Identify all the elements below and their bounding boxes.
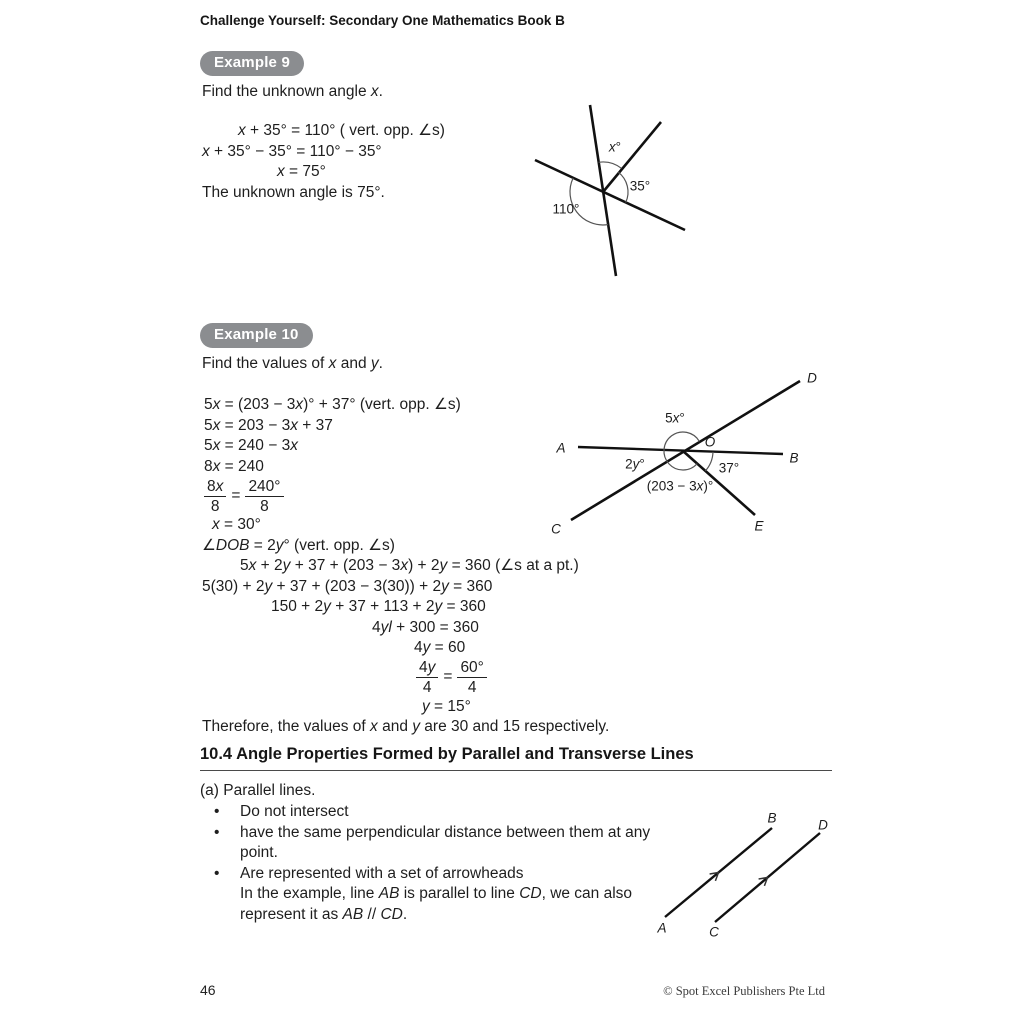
equation-line: 5x = 203 − 3x + 37 bbox=[204, 416, 333, 434]
fraction-denominator: 8 bbox=[260, 497, 269, 515]
fraction bbox=[457, 659, 486, 696]
page-number: 46 bbox=[200, 982, 216, 998]
parallel-lines-svg bbox=[648, 803, 843, 948]
equation-line: 4yl + 300 = 360 bbox=[372, 618, 479, 636]
angle-label-37: 37° bbox=[718, 460, 740, 476]
line-transversal bbox=[535, 160, 685, 230]
example9-badge: Example 9 bbox=[200, 51, 304, 76]
fraction-denominator: 4 bbox=[467, 679, 477, 696]
equation-line: x + 35° − 35° = 110° − 35° bbox=[202, 142, 382, 160]
parallel-note: In the example, line AB is parallel to line CD, we can also represent it as AB // CD. bbox=[240, 885, 633, 923]
fraction bbox=[245, 478, 283, 515]
copyright-notice: © Spot Excel Publishers Pte Ltd bbox=[663, 984, 825, 998]
equation-line: x + 35° = 110° ( vert. opp. ∠s) bbox=[238, 122, 445, 139]
fraction bbox=[416, 659, 438, 696]
bullet-item bbox=[200, 864, 670, 885]
angle-label-203-minus-3x: (203 − 3x)° bbox=[646, 478, 714, 494]
parallel-lines-bullets bbox=[200, 802, 670, 925]
example10-badge-wrap bbox=[200, 323, 313, 348]
example9-answer: The unknown angle is 75°. bbox=[202, 183, 385, 201]
equation-line: 5x = 240 − 3x bbox=[204, 437, 298, 454]
equals-sign: = bbox=[443, 668, 453, 686]
point-label-A: A bbox=[556, 440, 566, 456]
angle-arc-x bbox=[599, 162, 622, 168]
example10-conclusion: Therefore, the values of x and y are 30 and 15 respectively. bbox=[202, 718, 610, 735]
point-label-A: A bbox=[657, 920, 667, 936]
fraction-denominator: 8 bbox=[210, 497, 220, 515]
line-CD bbox=[571, 381, 800, 520]
angle-arc-35 bbox=[618, 172, 628, 202]
example9-prompt: Find the unknown angle x. bbox=[202, 83, 383, 100]
example9-diagram-svg bbox=[528, 98, 708, 293]
fraction bbox=[204, 478, 226, 515]
fraction-numerator: 4y bbox=[416, 659, 438, 678]
equation-line: 5x + 2y + 37 + (203 − 3x) + 2y = 360 (∠s at a pt.) bbox=[240, 557, 579, 574]
point-label-B: B bbox=[789, 450, 799, 466]
point-label-E: E bbox=[754, 518, 764, 534]
bullet-text: have the same perpendicular distance between them at any point. bbox=[240, 823, 651, 861]
fraction-numerator: 240° bbox=[245, 478, 283, 497]
example10-diagram bbox=[545, 362, 850, 547]
equation-line: 4y = 60 bbox=[414, 639, 466, 656]
example10-badge: Example 10 bbox=[200, 323, 313, 348]
parallel-lines-diagram bbox=[648, 803, 843, 948]
angle-label-110: 110° bbox=[552, 201, 580, 217]
point-label-D: D bbox=[818, 817, 828, 833]
bullet-item bbox=[200, 802, 670, 823]
bullet-marker-icon: • bbox=[214, 864, 220, 882]
equation-line: 150 + 2y + 37 + 113 + 2y = 360 bbox=[271, 598, 486, 615]
angle-label-35: 35° bbox=[629, 178, 651, 194]
bullet-marker-icon: • bbox=[214, 803, 220, 820]
fraction-numerator: 60° bbox=[457, 659, 486, 678]
bullet-marker-icon: • bbox=[214, 823, 220, 841]
equation-line: x = 30° bbox=[212, 516, 261, 533]
angle-label-5x: 5x° bbox=[665, 410, 685, 426]
equation-line: ∠DOB = 2y° (vert. opp. ∠s) bbox=[202, 536, 395, 554]
point-label-O: O bbox=[704, 434, 716, 450]
example9-working bbox=[202, 121, 445, 203]
example9-diagram bbox=[528, 98, 708, 293]
parallel-lines-subheading: (a) Parallel lines. bbox=[200, 782, 316, 799]
equation-line: 5(30) + 2y + 37 + (203 − 3(30)) + 2y = 360 bbox=[202, 577, 493, 595]
point-label-D: D bbox=[807, 370, 817, 386]
point-label-C: C bbox=[709, 924, 719, 940]
example10-prompt: Find the values of x and y. bbox=[202, 355, 383, 372]
book-title-header: Challenge Yourself: Secondary One Mathematics Book B bbox=[200, 13, 565, 28]
angle-label-2y: 2y° bbox=[625, 456, 645, 472]
equation-line: 5x = (203 − 3x)° + 37° (vert. opp. ∠s) bbox=[204, 396, 461, 413]
point-label-C: C bbox=[551, 521, 561, 537]
example9-badge-wrap bbox=[200, 51, 304, 76]
section-heading: 10.4 Angle Properties Formed by Parallel and Transverse Lines bbox=[200, 745, 832, 771]
bullet-item bbox=[200, 823, 670, 864]
equation-fraction-line bbox=[416, 659, 609, 697]
bullet-text: Do not intersect bbox=[240, 803, 349, 820]
equals-sign: = bbox=[231, 486, 241, 504]
angle-arc-37 bbox=[705, 452, 713, 471]
bullet-text: Are represented with a set of arrowheads bbox=[240, 864, 524, 882]
equation-line: x = 75° bbox=[277, 163, 326, 180]
point-label-B: B bbox=[767, 810, 777, 826]
equation-line: 8x = 240 bbox=[204, 457, 264, 475]
angle-label-x: x° bbox=[608, 139, 622, 155]
equation-line: y = 15° bbox=[422, 697, 471, 715]
example10-diagram-svg bbox=[545, 362, 850, 547]
fraction-denominator: 4 bbox=[422, 679, 432, 696]
fraction-numerator: 8x bbox=[204, 478, 226, 497]
